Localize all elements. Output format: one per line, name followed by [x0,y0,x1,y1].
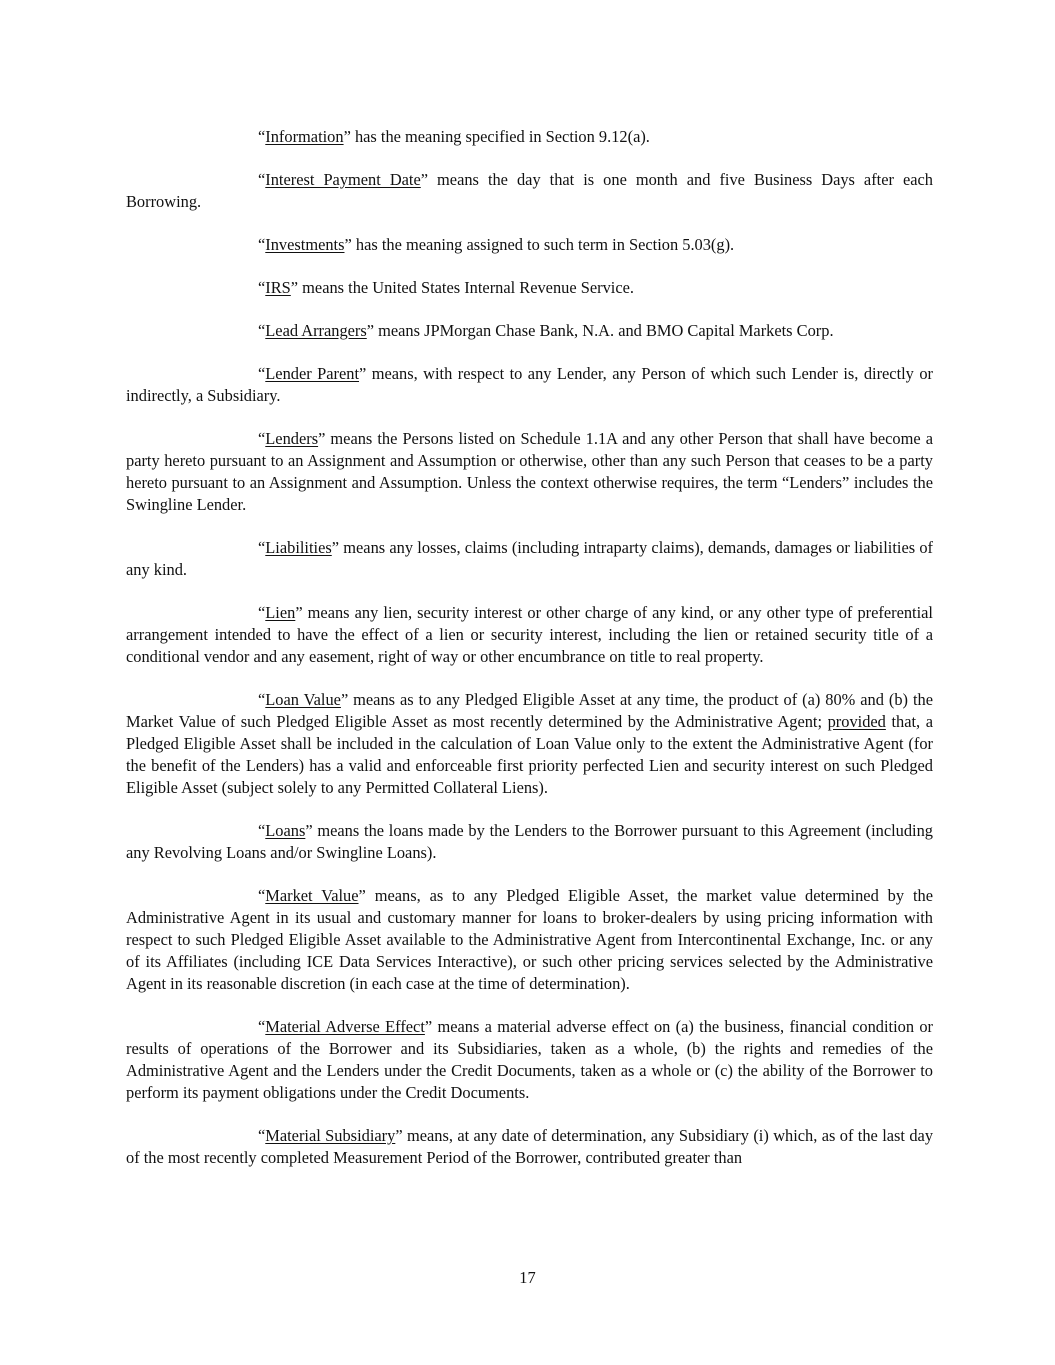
defined-term: Liabilities [265,538,332,557]
definition-market-value: “Market Value” means, as to any Pledged Eligible Asset, the market value determined by the Administrative Agent in its usual and customary manner for loans to broker-dealers by using pricing information with respect to such Pledged Eligible Asset available to the Administrative Agent from Intercontinental Exchange, Inc. or any of its Affiliates (including ICE Data Services Interactive), or such other pricing services selected by the Administrative Agent in its reasonable discretion (in each case at the time of determination). [126,886,933,993]
defined-term: Loans [265,821,306,840]
definition-text: ” means JPMorgan Chase Bank, N.A. and BMO Capital Markets Corp. [366,321,834,340]
defined-term: Material Adverse Effect [265,1017,425,1036]
defined-term: Market Value [265,886,359,905]
underlined-word: provided [827,712,886,731]
definition-material-adverse-effect: “Material Adverse Effect” means a material adverse effect on (a) the business, financial condition or results of operations of the Borrower and its Subsidiaries, taken as a whole, (b) the rights and remedies of the Administrative Agent and the Lenders under the Credit Documents, taken as a whole or (c) the ability of the Borrower to perform its payment obligations under the Credit Documents. [126,1017,933,1102]
definition-information: “Information” has the meaning specified in Section 9.12(a). [258,127,650,146]
definition-text: ” means, at any date of determination, any Subsidiary (i) which, as of the last day of the most recently completed Measurement Period of the Borrower, contributed greater than [126,1126,934,1167]
definition-text: ” means the Persons listed on Schedule 1.1A and any other Person that shall have become a party hereto pursuant to an Assignment and Assumption or otherwise, other than any such Person that ceases to be a party hereto pursuant to an Assignment and Assumption. Unless the context otherwise requires, the term “Lenders” includes the Swingline Lender. [126,429,933,514]
definition-irs: “IRS” means the United States Internal Revenue Service. [258,278,634,297]
defined-term: Interest Payment Date [265,170,421,189]
defined-term: Material Subsidiary [265,1126,396,1145]
defined-term: Lender Parent [265,364,360,383]
defined-term: Investments [265,235,345,254]
document-body [126,126,933,1190]
definition-loans: “Loans” means the loans made by the Lenders to the Borrower pursuant to this Agreement (including any Revolving Loans and/or Swingline Loans). [126,821,933,862]
defined-term: Information [265,127,344,146]
definition-text: ” means the United States Internal Revenue Service. [290,278,634,297]
definition-text: ” has the meaning specified in Section 9.12(a). [343,127,650,146]
definition-text: ” means any lien, security interest or other charge of any kind, or any other type of preferential arrangement intended to have the effect of a lien or security interest, including the lien or retained security title of a conditional vendor and any easement, right of way or other encumbrance on title to real property. [126,603,933,666]
definition-lead-arrangers: “Lead Arrangers” means JPMorgan Chase Bank, N.A. and BMO Capital Markets Corp. [258,321,834,340]
definition-text: ” has the meaning assigned to such term in Section 5.03(g). [344,235,735,254]
definition-text-continued: that, a Pledged Eligible Asset shall be included in the calculation of Loan Value only to the extent the Administrative Agent (for the benefit of the Lenders) has a valid and enforceable first priority perfected Lien and security interest on such Pledged Eligible Asset (subject solely to any Permitted Collateral Liens). [126,712,933,797]
definition-loan-value: “Loan Value” means as to any Pledged Eligible Asset at any time, the product of (a) 80% and (b) the Market Value of such Pledged Eligible Asset as most recently determined by the Administrative Agent; provided that, a Pledged Eligible Asset shall be included in the calculation of Loan Value only to the extent the Administrative Agent (for the benefit of the Lenders) has a valid and enforceable first priority perfected Lien and security interest on such Pledged Eligible Asset (subject solely to any Permitted Collateral Liens). [126,690,933,797]
defined-term: IRS [265,278,291,297]
definition-text: ” means any losses, claims (including intraparty claims), demands, damages or liabilities of any kind. [126,538,933,579]
definition-text: ” means, as to any Pledged Eligible Asset, the market value determined by the Administrative Agent in its usual and customary manner for loans to broker-dealers by using pricing information with respect to such Pledged Eligible Asset available to the Administrative Agent from Intercontinental Exchange, Inc. or any of its Affiliates (including ICE Data Services Interactive), or such other pricing services selected by the Administrative Agent in its reasonable discretion (in each case at the time of determination). [126,886,933,993]
page-number: 17 [519,1268,536,1287]
defined-term: Loan Value [265,690,341,709]
definition-text: ” means a material adverse effect on (a) the business, financial condition or results of operations of the Borrower and its Subsidiaries, taken as a whole, (b) the rights and remedies of the Administrative Agent and the Lenders under the Credit Documents, taken as a whole or (c) the ability of the Borrower to perform its payment obligations under the Credit Documents. [126,1017,933,1102]
defined-term: Lien [265,603,296,622]
definition-lenders: “Lenders” means the Persons listed on Schedule 1.1A and any other Person that shall have become a party hereto pursuant to an Assignment and Assumption or otherwise, other than any such Person that ceases to be a party hereto pursuant to an Assignment and Assumption. Unless the context otherwise requires, the term “Lenders” includes the Swingline Lender. [126,429,933,514]
definition-text: ” means the day that is one month and five Business Days after each Borrowing. [126,170,933,211]
definition-text: ” means as to any Pledged Eligible Asset at any time, the product of (a) 80% and (b) the Market Value of such Pledged Eligible Asset as most recently determined by the Administrative Agent; [126,690,933,731]
definition-lien: “Lien” means any lien, security interest or other charge of any kind, or any other type of preferential arrangement intended to have the effect of a lien or security interest, including the lien or retained security title of a conditional vendor and any easement, right of way or other encumbrance on title to real property. [126,603,933,666]
definition-interest-payment-date: “Interest Payment Date” means the day that is one month and five Business Days after each Borrowing. [126,170,933,211]
definition-text: ” means, with respect to any Lender, any Person of which such Lender is, directly or indirectly, a Subsidiary. [126,364,933,405]
definition-text: ” means the loans made by the Lenders to the Borrower pursuant to this Agreement (including any Revolving Loans and/or Swingline Loans). [126,821,933,862]
definition-liabilities: “Liabilities” means any losses, claims (including intraparty claims), demands, damages or liabilities of any kind. [126,538,933,579]
defined-term: Lenders [265,429,319,448]
defined-term: Lead Arrangers [265,321,367,340]
definition-lender-parent: “Lender Parent” means, with respect to any Lender, any Person of which such Lender is, directly or indirectly, a Subsidiary. [126,364,933,405]
definition-investments: “Investments” has the meaning assigned to such term in Section 5.03(g). [258,235,735,254]
definition-material-subsidiary: “Material Subsidiary” means, at any date of determination, any Subsidiary (i) which, as of the last day of the most recently completed Measurement Period of the Borrower, contributed greater than [126,1126,934,1167]
